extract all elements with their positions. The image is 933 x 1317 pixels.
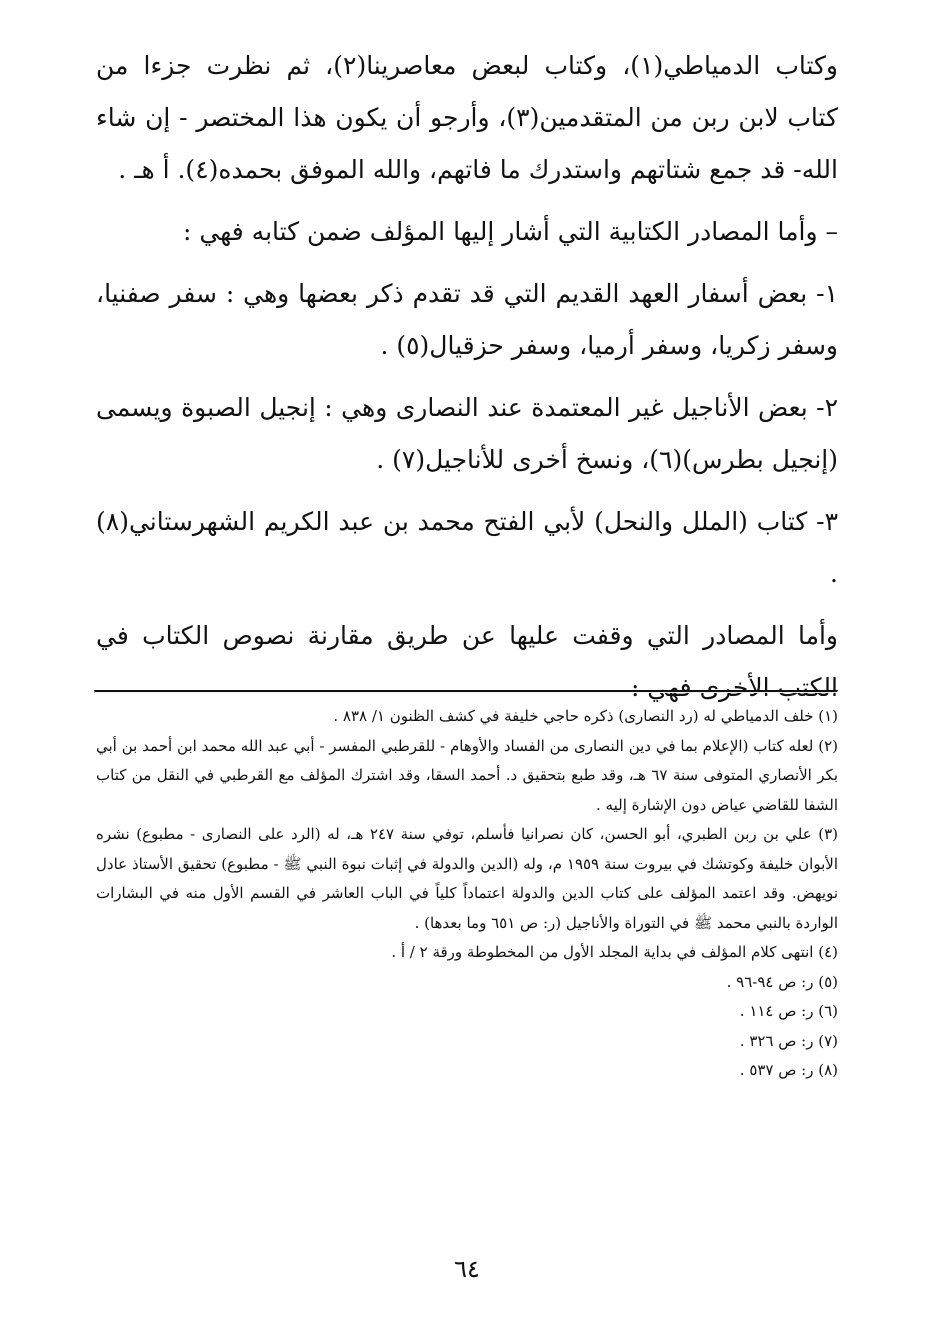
footnote-7: (٧) ر: ص ٣٢٦ . bbox=[739, 1031, 838, 1050]
footnote-5: (٥) ر: ص ٩٤-٩٦ . bbox=[726, 972, 838, 991]
paragraph-1: وكتاب الدمياطي(١)، وكتاب لبعض معاصرينا(٢)، ثم نظرت جزءا من كتاب لابن ربن من المتقدمين(٣)، وأرجو أن يكون هذا المختصر - إن شاء الله- قد جمع شتاتهم واستدرك ما فاتهم، والله الموفق بحمده(٤). أ هـ . bbox=[96, 51, 838, 184]
book-page bbox=[96, 40, 838, 1290]
footnote-6: (٦) ر: ص ١١٤ . bbox=[739, 1002, 838, 1020]
footnote-3: (٣) علي بن ربن الطبري، أبو الحسن، كان نصرانيا فأسلم، توفي سنة ٢٤٧ هـ، له (الرد على النصارى - مطبوع) نشره الأبوان خليفة وكوتشك في بيروت سنة ١٩٥٩ م، وله (الدين والدولة في إثبات نبوة النبي ﷺ - مطبوع) تحقيق الأستاذ عادل نويهض. وقد اعتمد المؤلف على كتاب الدين والدولة اعتماداً كلياً في الباب العاشر في القسم الأول منه في البشارات الواردة بالنبي محمد ﷺ في التوراة والأناجيل (ر: ص ٦٥١ وما بعدها) . bbox=[96, 825, 838, 932]
paragraph-2: – وأما المصادر الكتابية التي أشار إليها المؤلف ضمن كتابه فهي : bbox=[183, 217, 838, 246]
page-number: ٦٤ bbox=[454, 1255, 480, 1283]
footnote-4: (٤) انتهى كلام المؤلف في بداية المجلد الأول من المخطوطة ورقة ٢ / أ . bbox=[391, 943, 838, 961]
list-item-1: ١- بعض أسفار العهد القديم التي قد تقدم ذكر بعضها وهي : سفر صفنيا، وسفر زكريا، وسفر أرميا، وسفر حزقيال(٥) . bbox=[96, 279, 838, 360]
list-item-3: ٣- كتاب (الملل والنحل) لأبي الفتح محمد بن عبد الكريم الشهرستاني(٨) . bbox=[96, 507, 838, 588]
paragraph-3: وأما المصادر التي وقفت عليها عن طريق مقارنة نصوص الكتاب في الكتب الأخرى فهي : bbox=[96, 621, 838, 702]
footnote-2: (٢) لعله كتاب (الإعلام بما في دين النصارى من الفساد والأوهام - للقرطبي المفسر - أبي عبد الله محمد ابن أحمد بن أبي بكر الأنصاري المتوفى سنة ٦٧ هـ، وقد طبع بتحقيق د. أحمد السقا، وقد اشترك المؤلف مع القرطبي في النقل من كتاب الشفا للقاضي عياض دون الإشارة إليه . bbox=[96, 736, 838, 814]
footnote-1: (١) خلف الدمياطي له (رد النصارى) ذكره حاجي خليفة في كشف الظنون ١/ ٨٣٨ . bbox=[333, 707, 838, 725]
footnote-separator bbox=[94, 690, 838, 693]
list-item-2: ٢- بعض الأناجيل غير المعتمدة عند النصارى وهي : إنجيل الصبوة ويسمى (إنجيل بطرس)(٦)، ونسخ أخرى للأناجيل(٧) . bbox=[96, 393, 838, 474]
footnotes bbox=[96, 702, 838, 1086]
main-text bbox=[96, 40, 838, 714]
footnote-8: (٨) ر: ص ٥٣٧ . bbox=[739, 1061, 838, 1079]
